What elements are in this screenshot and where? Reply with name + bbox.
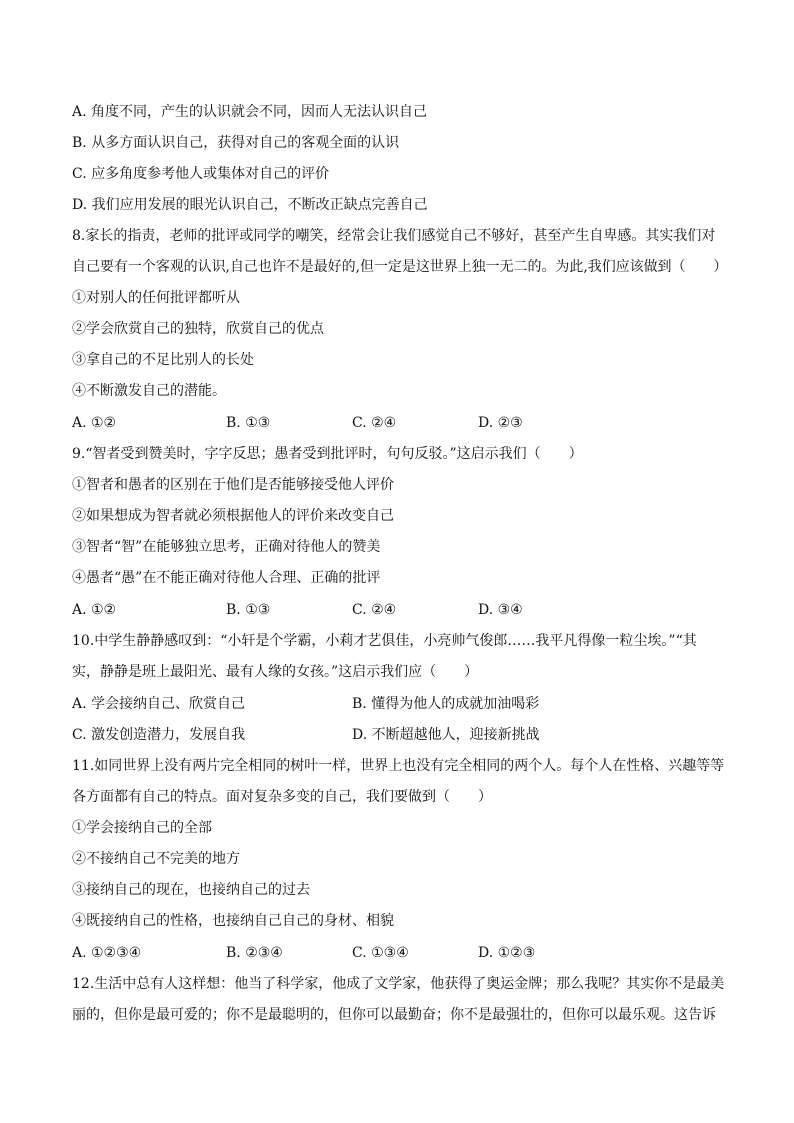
- q8-statement-4: ④不断激发自己的潜能。: [72, 383, 226, 399]
- q9-statement-3: ③智者“智”在能够独立思考，正确对待他人的赞美: [72, 539, 381, 555]
- q10-option-a: A. 学会接纳自己、欣赏自己: [72, 696, 246, 712]
- q8-option-c: C. ②④: [352, 415, 397, 431]
- q9-statement-2: ②如果想成为智者就必须根据他人的评价来改变自己: [72, 508, 394, 524]
- q10-stem-line-2: 实，静静是班上最阳光、最有人缘的女孩。”这启示我们应（ ）: [72, 664, 479, 680]
- q11-stem-line-2: 各方面都有自己的特点。面对复杂多变的自己，我们要做到（ ）: [72, 789, 492, 805]
- q12-stem-line-2: 丽的，但你是最可爱的；你不是最聪明的，但你可以最勤奋；你不是最强壮的，但你可以最乐观。这告诉: [72, 1007, 716, 1023]
- q10-option-b: B. 懂得为他人的成就加油喝彩: [352, 696, 540, 712]
- q11-statement-1: ①学会接纳自己的全部: [72, 820, 212, 836]
- q8-stem-line-1: 8.家长的指责，老师的批评或同学的嘲笑，经常会让我们感觉自己不够好，甚至产生自卑感。其实我们对: [72, 228, 716, 244]
- q8-stem-line-2: 自己要有一个客观的认识,自己也许不是最好的,但一定是这世界上独一无二的。为此,我们应该做到（ ）: [72, 259, 728, 275]
- q11-statement-3: ③接纳自己的现在，也接纳自己的过去: [72, 882, 310, 898]
- q11-option-d: D. ①②③: [478, 945, 536, 961]
- q11-stem-line-1: 11.如同世界上没有两片完全相同的树叶一样，世界上也没有完全相同的两个人。每个人在性格、兴趣等等: [72, 758, 725, 774]
- q9-options: [72, 600, 727, 620]
- q9-option-b: B. ①③: [226, 602, 271, 618]
- q8-option-b: B. ①③: [226, 415, 271, 431]
- q8-statement-1: ①对别人的任何批评都听从: [72, 290, 240, 306]
- q8-option-d: D. ②③: [478, 415, 523, 431]
- q10-options-row-2: [72, 725, 727, 745]
- q9-statement-4: ④愚者“愚”在不能正确对待他人合理、正确的批评: [72, 570, 381, 586]
- q8-statement-2: ②学会欣赏自己的独特，欣赏自己的优点: [72, 321, 324, 337]
- q9-option-d: D. ③④: [478, 602, 523, 618]
- q10-options-row-1: [72, 694, 727, 714]
- q8-statement-3: ③拿自己的不足比别人的长处: [72, 352, 254, 368]
- q10-option-d: D. 不断超越他人，迎接新挑战: [352, 727, 540, 743]
- q9-option-a: A. ①②: [72, 602, 117, 618]
- q7-option-a: A. 角度不同，产生的认识就会不同，因而人无法认识自己: [72, 104, 428, 120]
- q11-statement-2: ②不接纳自己不完美的地方: [72, 851, 240, 867]
- q11-option-a: A. ①②③④: [72, 945, 142, 961]
- q7-option-d: D. 我们应用发展的眼光认识自己，不断改正缺点完善自己: [72, 197, 428, 213]
- q9-stem: 9.“智者受到赞美时，字字反思；愚者受到批评时，句句反驳。”这启示我们（ ）: [72, 446, 583, 462]
- q8-option-a: A. ①②: [72, 415, 117, 431]
- q7-option-c: C. 应多角度参考他人或集体对自己的评价: [72, 166, 330, 182]
- q8-options: [72, 413, 727, 433]
- q10-stem-line-1: 10.中学生静静感叹到：“小轩是个学霸，小莉才艺俱佳，小亮帅气俊郎……我平凡得像一粒尘埃。”“其: [72, 633, 697, 649]
- q11-option-b: B. ②③④: [226, 945, 283, 961]
- q7-option-b: B. 从多方面认识自己，获得对自己的客观全面的认识: [72, 135, 400, 151]
- q11-option-c: C. ①③④: [352, 945, 409, 961]
- q12-stem-line-1: 12.生活中总有人这样想：他当了科学家，他成了文学家，他获得了奥运金牌；那么我呢？其实你不是最美: [72, 976, 725, 992]
- q10-option-c: C. 激发创造潜力，发展自我: [72, 727, 246, 743]
- q11-options: [72, 943, 727, 963]
- q9-statement-1: ①智者和愚者的区别在于他们是否能够接受他人评价: [72, 477, 394, 493]
- q9-option-c: C. ②④: [352, 602, 397, 618]
- q11-statement-4: ④既接纳自己的性格，也接纳自己自己的身材、相貌: [72, 913, 394, 929]
